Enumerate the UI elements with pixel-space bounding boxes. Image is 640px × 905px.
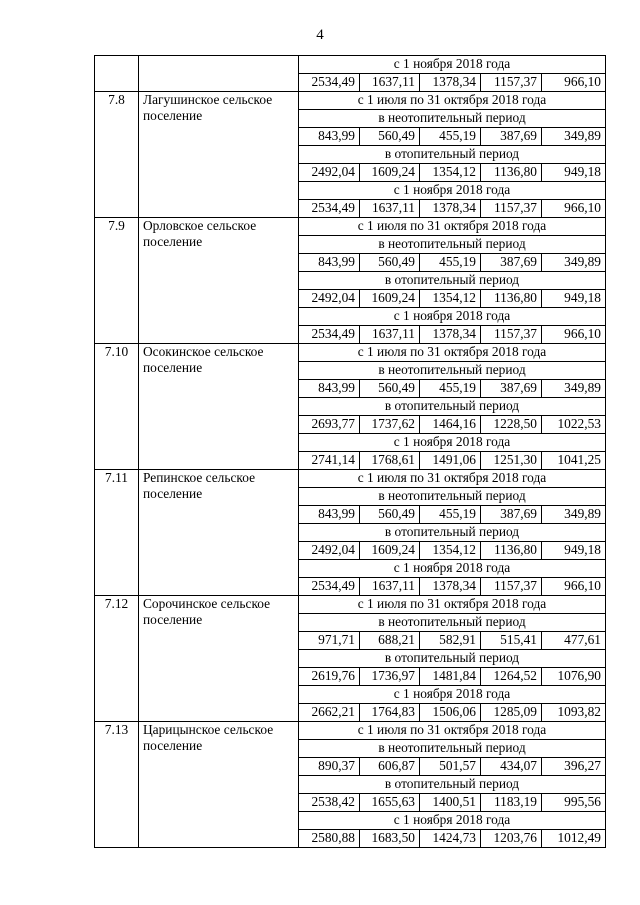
tariff-value: 1737,62 xyxy=(360,416,420,434)
settlement-name-cell xyxy=(139,56,299,92)
settlement-header-row xyxy=(95,596,606,614)
period-header: в неотопительный период xyxy=(299,110,606,128)
settlement-name: Сорочинское сельское поселение xyxy=(139,596,299,722)
period-header: с 1 июля по 31 октября 2018 года xyxy=(299,470,606,488)
tariff-value: 1264,52 xyxy=(481,668,542,686)
tariff-value: 1157,37 xyxy=(481,200,542,218)
tariff-value: 387,69 xyxy=(481,506,542,524)
tariff-value: 1736,97 xyxy=(360,668,420,686)
period-header: в неотопительный период xyxy=(299,362,606,380)
row-number: 7.12 xyxy=(95,596,139,722)
tariff-value: 1354,12 xyxy=(420,290,481,308)
settlement-header-row xyxy=(95,344,606,362)
tariff-value: 501,57 xyxy=(420,758,481,776)
tariff-value: 434,07 xyxy=(481,758,542,776)
period-header: в отопительный период xyxy=(299,776,606,794)
settlement-name: Осокинское сельское поселение xyxy=(139,344,299,470)
tariff-value: 560,49 xyxy=(360,254,420,272)
tariff-value: 477,61 xyxy=(542,632,606,650)
tariff-value: 890,37 xyxy=(299,758,360,776)
period-header: в отопительный период xyxy=(299,398,606,416)
tariff-value: 387,69 xyxy=(481,380,542,398)
tariff-value: 1378,34 xyxy=(420,74,481,92)
tariff-value: 966,10 xyxy=(542,326,606,344)
tariff-value: 349,89 xyxy=(542,380,606,398)
period-header: в отопительный период xyxy=(299,650,606,668)
row-number-cell xyxy=(95,56,139,92)
tariff-value: 843,99 xyxy=(299,128,360,146)
tariff-value: 560,49 xyxy=(360,380,420,398)
tariff-value: 349,89 xyxy=(542,506,606,524)
settlement-name: Лагушинское сельское поселение xyxy=(139,92,299,218)
tariff-value: 966,10 xyxy=(542,74,606,92)
tariff-value: 1136,80 xyxy=(481,290,542,308)
tariff-value: 2492,04 xyxy=(299,290,360,308)
tariff-value: 1136,80 xyxy=(481,164,542,182)
tariff-value: 396,27 xyxy=(542,758,606,776)
tariff-value: 455,19 xyxy=(420,128,481,146)
tariff-value: 606,87 xyxy=(360,758,420,776)
tariff-value: 1157,37 xyxy=(481,74,542,92)
period-header: с 1 ноября 2018 года xyxy=(299,686,606,704)
tariff-value: 560,49 xyxy=(360,128,420,146)
continuation-period-row xyxy=(95,56,606,74)
period-header: с 1 июля по 31 октября 2018 года xyxy=(299,722,606,740)
tariff-value: 2534,49 xyxy=(299,326,360,344)
tariff-value: 1637,11 xyxy=(360,200,420,218)
tariff-value: 1012,49 xyxy=(542,830,606,848)
tariff-value: 1378,34 xyxy=(420,200,481,218)
period-header: с 1 июля по 31 октября 2018 года xyxy=(299,596,606,614)
period-header: с 1 ноября 2018 года xyxy=(299,560,606,578)
tariff-value: 1464,16 xyxy=(420,416,481,434)
tariff-value: 2619,76 xyxy=(299,668,360,686)
tariff-value: 349,89 xyxy=(542,254,606,272)
tariff-value: 515,41 xyxy=(481,632,542,650)
tariff-table xyxy=(94,55,606,848)
settlement-name: Царицынское сельское поселение xyxy=(139,722,299,848)
period-header: с 1 ноября 2018 года xyxy=(299,308,606,326)
tariff-value: 2534,49 xyxy=(299,74,360,92)
tariff-value: 1183,19 xyxy=(481,794,542,812)
tariff-value: 1768,61 xyxy=(360,452,420,470)
tariff-value: 2741,14 xyxy=(299,452,360,470)
period-header: в отопительный период xyxy=(299,272,606,290)
period-header: с 1 ноября 2018 года xyxy=(299,434,606,452)
tariff-value: 2534,49 xyxy=(299,200,360,218)
tariff-value: 2693,77 xyxy=(299,416,360,434)
tariff-value: 455,19 xyxy=(420,380,481,398)
row-number: 7.11 xyxy=(95,470,139,596)
period-header: с 1 ноября 2018 года xyxy=(299,812,606,830)
tariff-value: 1285,09 xyxy=(481,704,542,722)
tariff-value: 1637,11 xyxy=(360,578,420,596)
period-header: в неотопительный период xyxy=(299,488,606,506)
tariff-value: 1683,50 xyxy=(360,830,420,848)
tariff-value: 1203,76 xyxy=(481,830,542,848)
tariff-value: 1764,83 xyxy=(360,704,420,722)
tariff-value: 966,10 xyxy=(542,200,606,218)
row-number: 7.9 xyxy=(95,218,139,344)
period-header: с 1 июля по 31 октября 2018 года xyxy=(299,218,606,236)
tariff-value: 455,19 xyxy=(420,506,481,524)
settlement-header-row xyxy=(95,722,606,740)
tariff-value: 1378,34 xyxy=(420,326,481,344)
tariff-value: 995,56 xyxy=(542,794,606,812)
tariff-value: 1609,24 xyxy=(360,290,420,308)
tariff-value: 2492,04 xyxy=(299,542,360,560)
tariff-value: 560,49 xyxy=(360,506,420,524)
settlement-header-row xyxy=(95,92,606,110)
tariff-value: 1424,73 xyxy=(420,830,481,848)
tariff-table-body xyxy=(95,56,606,848)
tariff-value: 1609,24 xyxy=(360,164,420,182)
tariff-value: 387,69 xyxy=(481,254,542,272)
tariff-value: 1400,51 xyxy=(420,794,481,812)
tariff-value: 1228,50 xyxy=(481,416,542,434)
tariff-value: 2580,88 xyxy=(299,830,360,848)
tariff-value: 843,99 xyxy=(299,380,360,398)
tariff-value: 971,71 xyxy=(299,632,360,650)
tariff-value: 349,89 xyxy=(542,128,606,146)
tariff-value: 1637,11 xyxy=(360,326,420,344)
tariff-value: 1041,25 xyxy=(542,452,606,470)
row-number: 7.10 xyxy=(95,344,139,470)
period-header: в неотопительный период xyxy=(299,614,606,632)
period-header: в отопительный период xyxy=(299,146,606,164)
period-header: в неотопительный период xyxy=(299,236,606,254)
tariff-value: 582,91 xyxy=(420,632,481,650)
period-header: с 1 ноября 2018 года xyxy=(299,182,606,200)
row-number: 7.8 xyxy=(95,92,139,218)
tariff-value: 1378,34 xyxy=(420,578,481,596)
tariff-value: 1609,24 xyxy=(360,542,420,560)
tariff-value: 2492,04 xyxy=(299,164,360,182)
tariff-value: 2662,21 xyxy=(299,704,360,722)
tariff-value: 1655,63 xyxy=(360,794,420,812)
settlement-header-row xyxy=(95,470,606,488)
tariff-value: 1157,37 xyxy=(481,326,542,344)
tariff-value: 387,69 xyxy=(481,128,542,146)
tariff-value: 949,18 xyxy=(542,164,606,182)
tariff-value: 1076,90 xyxy=(542,668,606,686)
period-header: с 1 июля по 31 октября 2018 года xyxy=(299,92,606,110)
tariff-value: 1354,12 xyxy=(420,164,481,182)
tariff-value: 949,18 xyxy=(542,290,606,308)
tariff-value: 1022,53 xyxy=(542,416,606,434)
tariff-value: 966,10 xyxy=(542,578,606,596)
tariff-value: 1481,84 xyxy=(420,668,481,686)
tariff-value: 2534,49 xyxy=(299,578,360,596)
tariff-value: 1506,06 xyxy=(420,704,481,722)
tariff-value: 1354,12 xyxy=(420,542,481,560)
tariff-value: 688,21 xyxy=(360,632,420,650)
tariff-value: 1491,06 xyxy=(420,452,481,470)
tariff-value: 2538,42 xyxy=(299,794,360,812)
period-header: в отопительный период xyxy=(299,524,606,542)
settlement-name: Орловское сельское поселение xyxy=(139,218,299,344)
period-header: в неотопительный период xyxy=(299,740,606,758)
period-header: с 1 июля по 31 октября 2018 года xyxy=(299,344,606,362)
tariff-value: 455,19 xyxy=(420,254,481,272)
tariff-value: 1637,11 xyxy=(360,74,420,92)
tariff-value: 843,99 xyxy=(299,254,360,272)
tariff-value: 1093,82 xyxy=(542,704,606,722)
tariff-value: 1157,37 xyxy=(481,578,542,596)
tariff-value: 1136,80 xyxy=(481,542,542,560)
period-header: с 1 ноября 2018 года xyxy=(299,56,606,74)
tariff-value: 843,99 xyxy=(299,506,360,524)
tariff-value: 1251,30 xyxy=(481,452,542,470)
tariff-value: 949,18 xyxy=(542,542,606,560)
page-number: 4 xyxy=(316,27,324,43)
settlement-header-row xyxy=(95,218,606,236)
row-number: 7.13 xyxy=(95,722,139,848)
settlement-name: Репинское сельское поселение xyxy=(139,470,299,596)
